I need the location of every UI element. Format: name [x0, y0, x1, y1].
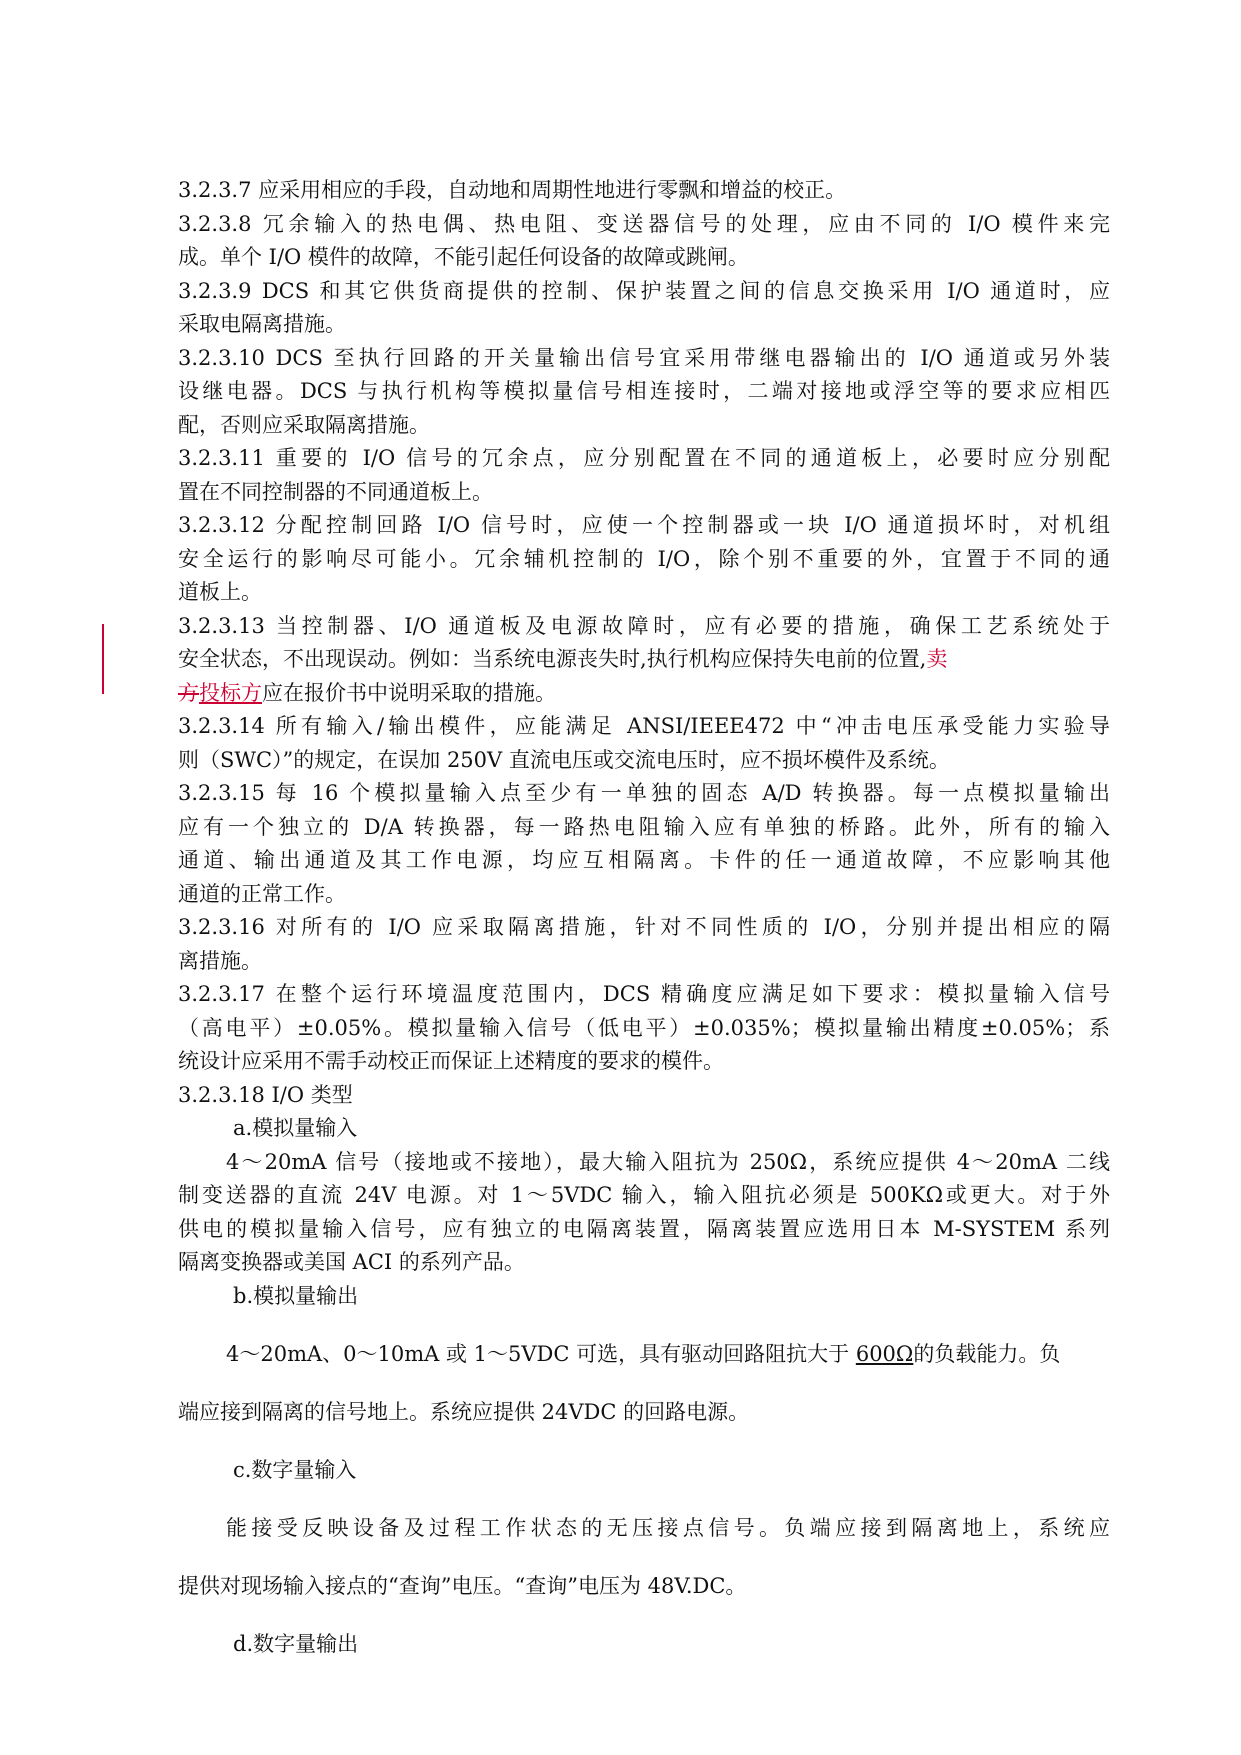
paragraph-line: 置在不同控制器的不同通道板上。: [178, 480, 493, 504]
paragraph-line: 能接受反映设备及过程工作状态的无压接点信号。负端应接到隔离地上，系统应: [226, 1516, 1110, 1540]
paragraph-line-revised: [178, 645, 1110, 673]
subsection-heading: c.数字量输入: [233, 1458, 357, 1482]
paragraph-line: 提供对现场输入接点的“查询”电压。“查询”电压为 48V.DC。: [178, 1574, 747, 1598]
paragraph-line: 成。单个 I/O 模件的故障，不能引起任何设备的故障或跳闸。: [178, 245, 749, 269]
paragraph-line: （高电平）±0.05%。模拟量输入信号（低电平）±0.035%；模拟量输出精度±0.05%；系: [178, 1016, 1110, 1040]
revision-change-bar: [102, 624, 104, 694]
paragraph-line-with-underline: [226, 1340, 1110, 1368]
paragraph-line: 3.2.3.10 DCS 至执行回路的开关量输出信号宜采用带继电器输出的 I/O 通道或另外装: [178, 346, 1110, 370]
line-text: 4～20mA、0～10mA 或 1～5VDC 可选，具有驱动回路阻抗大于: [226, 1342, 856, 1366]
paragraph-line: 则（SWC）”的规定，在误加 250V 直流电压或交流电压时，应不损坏模件及系统。: [178, 748, 950, 772]
paragraph-line: 3.2.3.13 当控制器、I/O 通道板及电源故障时，应有必要的措施，确保工艺系统处于: [178, 614, 1110, 638]
paragraph-line: 3.2.3.17 在整个运行环境温度范围内，DCS 精确度应满足如下要求：模拟量输入信号: [178, 982, 1110, 1006]
paragraph-line: 采取电隔离措施。: [178, 312, 346, 336]
paragraph-line: 离措施。: [178, 949, 262, 973]
paragraph-line: 通道、输出通道及其工作电源，均应互相隔离。卡件的任一通道故障，不应影响其他: [178, 848, 1110, 872]
paragraph-line: 通道的正常工作。: [178, 882, 346, 906]
line-text: 应在报价书中说明采取的措施。: [262, 681, 556, 705]
paragraph-line: 应有一个独立的 D/A 转换器，每一路热电阻输入应有单独的桥路。此外，所有的输入: [178, 815, 1110, 839]
paragraph-line: 3.2.3.11 重要的 I/O 信号的冗余点，应分别配置在不同的通道板上，必要时应分别配: [178, 446, 1110, 470]
paragraph-line: 设继电器。DCS 与执行机构等模拟量信号相连接时，二端对接地或浮空等的要求应相匹: [178, 379, 1110, 403]
paragraph-line: 制变送器的直流 24V 电源。对 1～5VDC 输入，输入阻抗必须是 500KΩ或更大。对于外: [178, 1183, 1110, 1207]
paragraph-line: 3.2.3.8 冗余输入的热电偶、热电阻、变送器信号的处理，应由不同的 I/O 模件来完: [178, 212, 1110, 236]
paragraph-line: 安全运行的影响尽可能小。冗余辅机控制的 I/O，除个别不重要的外，宜置于不同的通: [178, 547, 1110, 571]
line-text: 的负载能力。负: [913, 1342, 1061, 1366]
paragraph-line: 供电的模拟量输入信号，应有独立的电隔离装置，隔离装置应选用日本 M-SYSTEM 系列: [178, 1217, 1110, 1241]
revision-deleted-text: 方: [178, 681, 199, 705]
section-heading: 3.2.3.18 I/O 类型: [178, 1083, 353, 1107]
paragraph-line: 4～20mA 信号（接地或不接地），最大输入阻抗为 250Ω，系统应提供 4～20mA 二线: [226, 1150, 1110, 1174]
paragraph-line: 3.2.3.7 应采用相应的手段，自动地和周期性地进行零飘和增益的校正。: [178, 178, 847, 202]
paragraph-line: 3.2.3.12 分配控制回路 I/O 信号时，应使一个控制器或一块 I/O 通道损坏时，对机组: [178, 513, 1110, 537]
subsection-heading: a.模拟量输入: [233, 1116, 358, 1140]
subsection-heading: d.数字量输出: [233, 1632, 359, 1656]
paragraph-line: 3.2.3.16 对所有的 I/O 应采取隔离措施，针对不同性质的 I/O，分别并提出相应的隔: [178, 915, 1110, 939]
paragraph-line: 配，否则应采取隔离措施。: [178, 413, 430, 437]
paragraph-line: 3.2.3.9 DCS 和其它供货商提供的控制、保护装置之间的信息交换采用 I/O 通道时，应: [178, 279, 1110, 303]
subsection-heading: b.模拟量输出: [233, 1284, 359, 1308]
paragraph-line: 端应接到隔离的信号地上。系统应提供 24VDC 的回路电源。: [178, 1400, 750, 1424]
underlined-value: 600Ω: [855, 1342, 914, 1366]
paragraph-line: 道板上。: [178, 580, 262, 604]
revision-inserted-text: 投标方: [199, 681, 262, 705]
revision-inserted-text: 卖: [926, 647, 948, 671]
paragraph-line: 统设计应采用不需手动校正而保证上述精度的要求的模件。: [178, 1049, 724, 1073]
paragraph-line: 3.2.3.15 每 16 个模拟量输入点至少有一单独的固态 A/D 转换器。每一点模拟量输出: [178, 781, 1110, 805]
paragraph-line: 3.2.3.14 所有输入/输出模件，应能满足 ANSI/IEEE472 中“冲击电压承受能力实验导: [178, 714, 1110, 738]
paragraph-line: 隔离变换器或美国 ACI 的系列产品。: [178, 1250, 525, 1274]
paragraph-line-revised: [178, 679, 1110, 707]
line-text: 安全状态，不出现误动。例如：当系统电源丧失时,执行机构应保持失电前的位置,: [178, 647, 927, 671]
